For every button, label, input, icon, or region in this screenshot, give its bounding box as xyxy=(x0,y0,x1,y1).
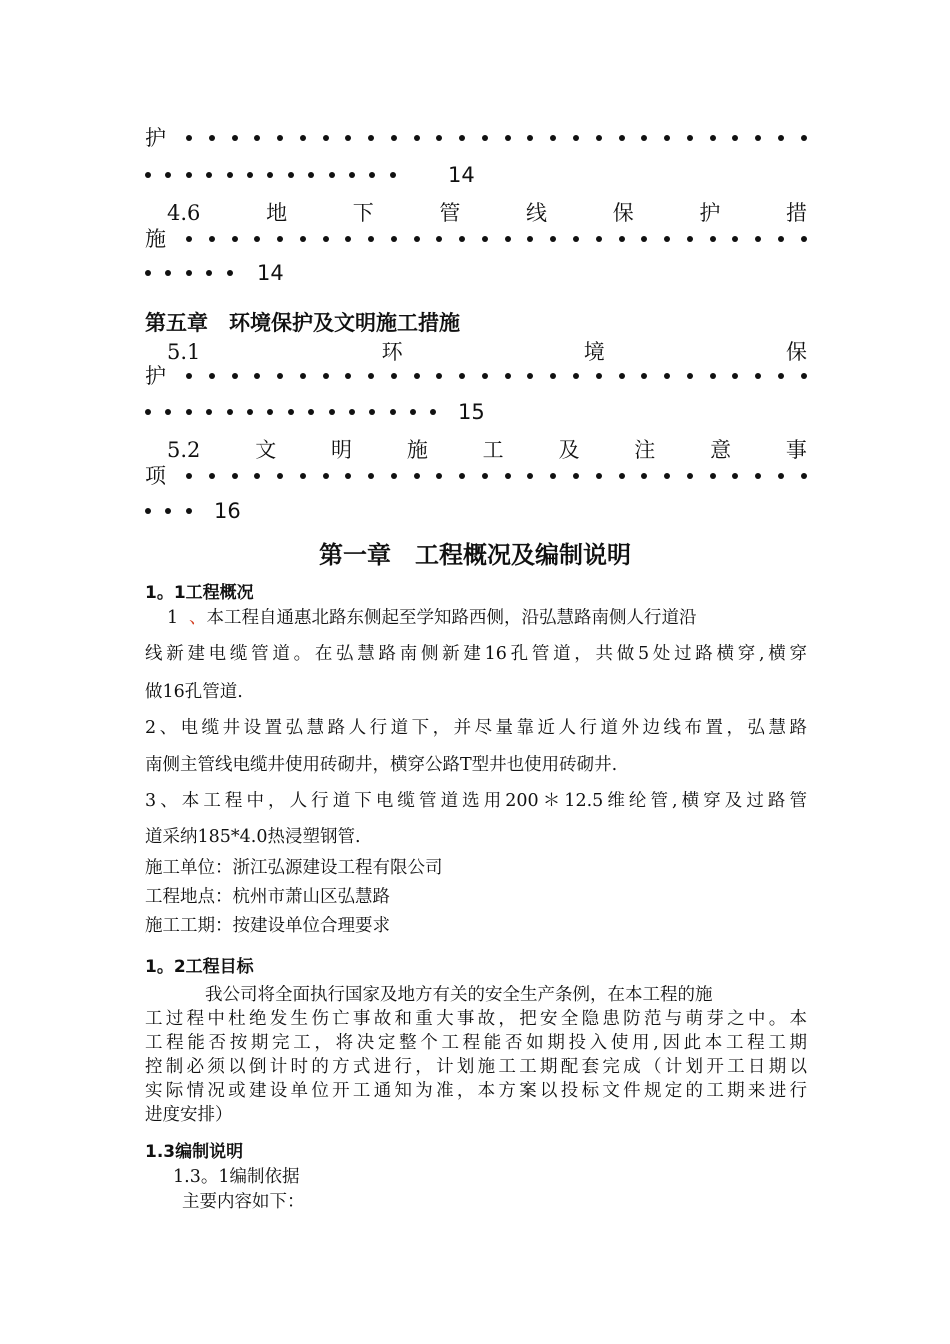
leader-dot xyxy=(300,373,306,379)
leader-dot xyxy=(247,172,253,178)
leader-dot xyxy=(186,508,192,514)
toc-entry-4-6-line2 xyxy=(145,225,807,253)
toc-title-char: 线 xyxy=(526,201,548,225)
leader-dot xyxy=(227,270,233,276)
leader-dot xyxy=(254,236,260,242)
leader-dot xyxy=(459,373,465,379)
leader-dot xyxy=(664,473,670,479)
leader-dot xyxy=(254,373,260,379)
leader-dot xyxy=(345,373,351,379)
leader-dot xyxy=(436,135,442,141)
leader-dot xyxy=(573,473,579,479)
toc-title-char: 明 xyxy=(331,438,353,462)
leader-dot xyxy=(288,172,294,178)
leader-dot xyxy=(165,508,171,514)
leader-dot xyxy=(209,135,215,141)
leader-dot xyxy=(550,135,556,141)
leader-dot xyxy=(145,508,151,514)
leader-dot xyxy=(227,409,233,415)
toc-title-char: 管 xyxy=(439,201,461,225)
toc-entry-4-6-page: 14 xyxy=(257,261,284,285)
leader-dot xyxy=(596,135,602,141)
toc-entry-5-1-line3 xyxy=(145,399,436,425)
leader-dot xyxy=(254,473,260,479)
leader-dot xyxy=(368,473,374,479)
toc-entry-number: 5.2 xyxy=(167,438,201,462)
leader-dot xyxy=(732,135,738,141)
leader-dot xyxy=(267,409,273,415)
leader-dot xyxy=(710,473,716,479)
toc-title-char: 护 xyxy=(699,201,721,225)
leader-dot xyxy=(459,135,465,141)
leader-dot xyxy=(145,409,151,415)
toc-title-char: 措 xyxy=(786,201,807,225)
leader-dot xyxy=(801,135,807,141)
toc-entry-number: 5.1 xyxy=(167,340,201,364)
leader-dot xyxy=(206,172,212,178)
info-construction-unit: 施工单位：浙江弘源建设工程有限公司 xyxy=(145,858,443,878)
leader-dot xyxy=(232,473,238,479)
info-project-location: 工程地点：杭州市萧山区弘慧路 xyxy=(145,887,390,907)
leader-dot xyxy=(801,373,807,379)
toc-entry-4-6-tail: 施 xyxy=(145,227,166,251)
section-1-3-1-text: 主要内容如下： xyxy=(182,1192,305,1212)
leader-dot xyxy=(323,473,329,479)
leader-dot xyxy=(186,409,192,415)
leader-dot xyxy=(329,409,335,415)
leader-dot xyxy=(391,373,397,379)
leader-dot xyxy=(641,473,647,479)
toc-entry-5-2-line3 xyxy=(145,498,192,524)
leader-dot xyxy=(165,409,171,415)
leader-dot xyxy=(573,236,579,242)
section-1-1-heading: 1。1工程概况 xyxy=(145,583,254,603)
toc-title-char: 地 xyxy=(266,201,288,225)
leader-dot xyxy=(436,473,442,479)
leader-dot xyxy=(527,373,533,379)
leader-dot xyxy=(436,236,442,242)
leader-dot xyxy=(732,373,738,379)
leader-dot xyxy=(300,135,306,141)
toc-title-char: 下 xyxy=(352,201,374,225)
leader-dot xyxy=(368,135,374,141)
section-1-1-p1-line2: 线新建电缆管道。在弘慧路南侧新建16孔管道，共做5处过路横穿,横穿 xyxy=(145,644,807,664)
toc-entry-4-5-tail: 护 xyxy=(145,126,166,150)
toc-title-char: 工 xyxy=(482,438,504,462)
leader-dot xyxy=(550,236,556,242)
leader-dot xyxy=(641,373,647,379)
leader-dot xyxy=(232,373,238,379)
leader-dot xyxy=(482,236,488,242)
leader-dot xyxy=(368,236,374,242)
leader-dot xyxy=(369,409,375,415)
leader-dot xyxy=(277,473,283,479)
leader-dot xyxy=(391,473,397,479)
toc-entry-5-1-page: 15 xyxy=(458,400,485,424)
leader-dot xyxy=(430,409,436,415)
p1-number: 1 xyxy=(167,608,179,628)
toc-title-char: 事 xyxy=(785,438,807,462)
leader-dot xyxy=(186,373,192,379)
leader-dot xyxy=(391,135,397,141)
toc-title-char: 及 xyxy=(558,438,580,462)
leader-dot xyxy=(414,135,420,141)
leader-dot xyxy=(209,373,215,379)
leader-dot xyxy=(459,236,465,242)
leader-dot xyxy=(436,373,442,379)
leader-dot xyxy=(459,473,465,479)
section-1-1-p3-line2: 道采纳185*4.0热浸塑钢管. xyxy=(145,827,361,847)
leader-dot xyxy=(300,236,306,242)
chapter-1-title: 第一章 工程概况及编制说明 xyxy=(319,541,631,569)
leader-dot xyxy=(619,473,625,479)
leader-dot xyxy=(165,172,171,178)
leader-dot xyxy=(801,473,807,479)
leader-dot xyxy=(288,409,294,415)
toc-entry-4-6-line3 xyxy=(145,260,233,286)
leader-dot xyxy=(573,135,579,141)
leader-dot xyxy=(755,373,761,379)
leader-dot xyxy=(687,135,693,141)
leader-dot xyxy=(145,270,151,276)
toc-chapter-5: 第五章 环境保护及文明施工措施 xyxy=(145,311,460,335)
section-1-1-p2-line2: 南侧主管线电缆井使用砖砌井，横穿公路T型井也使用砖砌井. xyxy=(145,755,618,775)
leader-dot xyxy=(778,135,784,141)
leader-dot xyxy=(641,236,647,242)
leader-dot xyxy=(482,135,488,141)
leader-dot xyxy=(277,236,283,242)
leader-dot xyxy=(308,409,314,415)
leader-dot xyxy=(641,135,647,141)
leader-dot xyxy=(550,473,556,479)
leader-dot xyxy=(390,409,396,415)
leader-dot xyxy=(300,473,306,479)
section-1-2-line4: 控制必须以倒计时的方式进行，计划施工工期配套完成（计划开工日期以 xyxy=(145,1057,807,1077)
leader-dot xyxy=(801,236,807,242)
p1-mark: 、 xyxy=(189,608,207,628)
leader-dot xyxy=(687,236,693,242)
leader-dot xyxy=(349,409,355,415)
leader-dot xyxy=(664,373,670,379)
toc-entry-5-1-line2 xyxy=(145,362,807,390)
toc-title-char: 施 xyxy=(406,438,428,462)
leader-dot xyxy=(186,473,192,479)
leader-dot xyxy=(232,135,238,141)
leader-dot xyxy=(755,135,761,141)
leader-dot xyxy=(664,236,670,242)
toc-leader-dots xyxy=(186,373,807,379)
leader-dot xyxy=(206,270,212,276)
leader-dot xyxy=(368,373,374,379)
leader-dot xyxy=(323,373,329,379)
leader-dot xyxy=(277,373,283,379)
toc-entry-5-2-title xyxy=(167,436,807,464)
section-1-1-p1-line1 xyxy=(145,606,807,630)
leader-dot xyxy=(732,236,738,242)
toc-entry-5-2-line2 xyxy=(145,462,807,490)
toc-title-char: 境 xyxy=(583,340,605,364)
toc-entry-5-2-page: 16 xyxy=(214,499,241,523)
toc-entry-4-5-line2 xyxy=(145,162,396,188)
section-1-1-p1-line3: 做16孔管道. xyxy=(145,682,243,702)
leader-dot xyxy=(710,236,716,242)
leader-dot xyxy=(186,270,192,276)
info-construction-period: 施工工期：按建设单位合理要求 xyxy=(145,916,390,936)
leader-dot xyxy=(596,236,602,242)
leader-dot xyxy=(323,236,329,242)
leader-dot xyxy=(619,135,625,141)
leader-dot xyxy=(414,473,420,479)
leader-dot xyxy=(482,473,488,479)
section-1-2-line2: 工过程中杜绝发生伤亡事故和重大事故，把安全隐患防范与萌芽之中。本 xyxy=(145,1009,807,1029)
toc-title-char: 保 xyxy=(785,340,807,364)
leader-dot xyxy=(206,409,212,415)
leader-dot xyxy=(345,236,351,242)
leader-dot xyxy=(410,409,416,415)
toc-entry-5-2-tail: 项 xyxy=(145,464,166,488)
toc-leader-dots xyxy=(186,473,807,479)
section-1-2-line3: 工程能否按期完工，将决定整个工程能否如期投入使用,因此本工程工期 xyxy=(145,1033,807,1053)
leader-dot xyxy=(254,135,260,141)
leader-dot xyxy=(349,172,355,178)
leader-dot xyxy=(186,135,192,141)
leader-dot xyxy=(267,172,273,178)
leader-dot xyxy=(527,473,533,479)
section-1-2-line5: 实际情况或建设单位开工通知为准，本方案以投标文件规定的工期来进行 xyxy=(145,1081,807,1101)
toc-entry-number: 4.6 xyxy=(167,201,201,225)
toc-entry-4-6-title xyxy=(167,199,807,227)
section-1-1-p2-line1: 2、电缆井设置弘慧路人行道下，并尽量靠近人行道外边线布置，弘慧路 xyxy=(145,718,807,738)
leader-dot xyxy=(596,473,602,479)
leader-dot xyxy=(345,473,351,479)
leader-dot xyxy=(550,373,556,379)
leader-dot xyxy=(755,473,761,479)
toc-title-char: 文 xyxy=(255,438,277,462)
section-1-3-1-heading: 1.3。1编制依据 xyxy=(173,1167,300,1187)
toc-entry-5-1-tail: 护 xyxy=(145,364,166,388)
section-1-2-line1: 我公司将全面执行国家及地方有关的安全生产条例，在本工程的施 xyxy=(205,985,713,1005)
section-1-2-heading: 1。2工程目标 xyxy=(145,957,254,977)
section-1-3-heading: 1.3编制说明 xyxy=(145,1142,244,1162)
toc-entry-4-5-line1 xyxy=(145,124,807,152)
leader-dot xyxy=(619,373,625,379)
toc-title-char: 保 xyxy=(612,201,634,225)
leader-dot xyxy=(345,135,351,141)
leader-dot xyxy=(505,236,511,242)
section-1-1-p3-line1: 3、本工程中，人行道下电缆管道选用200＊12.5维纶管,横穿及过路管 xyxy=(145,791,807,811)
leader-dot xyxy=(596,373,602,379)
leader-dot xyxy=(619,236,625,242)
leader-dot xyxy=(755,236,761,242)
leader-dot xyxy=(186,236,192,242)
leader-dot xyxy=(369,172,375,178)
leader-dot xyxy=(664,135,670,141)
leader-dot xyxy=(227,172,233,178)
leader-dot xyxy=(527,135,533,141)
leader-dot xyxy=(186,172,192,178)
leader-dot xyxy=(329,172,335,178)
leader-dot xyxy=(527,236,533,242)
leader-dot xyxy=(778,473,784,479)
leader-dot xyxy=(247,409,253,415)
leader-dot xyxy=(209,473,215,479)
leader-dot xyxy=(209,236,215,242)
leader-dot xyxy=(778,236,784,242)
toc-title-char: 注 xyxy=(634,438,656,462)
leader-dot xyxy=(323,135,329,141)
leader-dot xyxy=(277,135,283,141)
leader-dot xyxy=(390,172,396,178)
leader-dot xyxy=(145,172,151,178)
leader-dot xyxy=(232,236,238,242)
leader-dot xyxy=(165,270,171,276)
leader-dot xyxy=(414,373,420,379)
leader-dot xyxy=(687,373,693,379)
leader-dot xyxy=(778,373,784,379)
toc-entry-4-5-page: 14 xyxy=(448,163,475,187)
leader-dot xyxy=(732,473,738,479)
toc-leader-dots xyxy=(186,135,807,141)
leader-dot xyxy=(573,373,579,379)
toc-leader-dots xyxy=(186,236,807,242)
leader-dot xyxy=(391,236,397,242)
leader-dot xyxy=(414,236,420,242)
leader-dot xyxy=(710,373,716,379)
leader-dot xyxy=(482,373,488,379)
p1-text: 本工程自通惠北路东侧起至学知路西侧，沿弘慧路南侧人行道沿 xyxy=(206,608,697,628)
leader-dot xyxy=(505,473,511,479)
toc-title-char: 意 xyxy=(710,438,732,462)
leader-dot xyxy=(505,135,511,141)
toc-title-char: 环 xyxy=(381,340,403,364)
leader-dot xyxy=(687,473,693,479)
section-1-2-line6: 进度安排） xyxy=(145,1105,233,1125)
leader-dot xyxy=(505,373,511,379)
leader-dot xyxy=(308,172,314,178)
leader-dot xyxy=(710,135,716,141)
